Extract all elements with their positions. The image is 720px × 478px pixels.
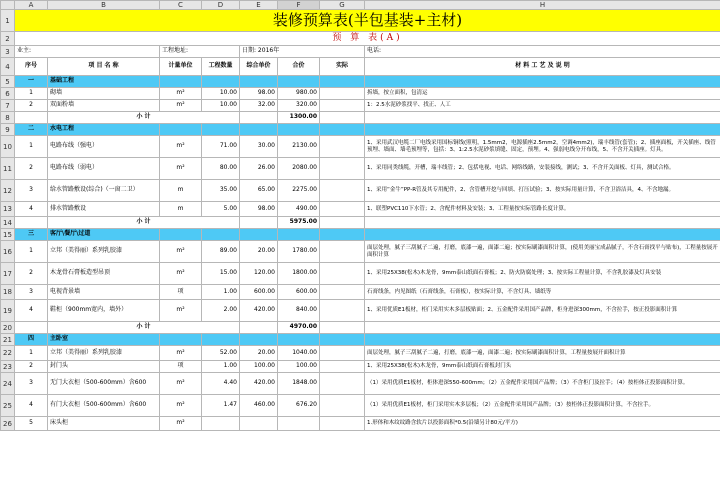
item-name[interactable]: 砌墙 — [48, 88, 160, 100]
section-empty-cell[interactable] — [320, 124, 365, 136]
item-name[interactable]: 双面粉墙 — [48, 100, 160, 112]
table-row — [1, 180, 720, 202]
item-actual[interactable] — [320, 346, 365, 361]
section-seq[interactable]: 二 — [15, 124, 48, 136]
section-empty-cell[interactable] — [240, 124, 278, 136]
item-unit[interactable]: 项 — [160, 285, 202, 300]
item-actual[interactable] — [320, 180, 365, 202]
address-cell[interactable]: 工程地址: — [160, 46, 240, 58]
item-description[interactable]: 1.形体和木纹纹路含软片以投影面积*0.5(沿墙另计80元/平方) — [365, 417, 720, 431]
item-description[interactable]: 1、联塑PVC110下水管；2、含配件材料及安装；3、工程量按实际管路长度计算。 — [365, 202, 720, 217]
item-description[interactable]: 面层处理，腻子三刮腻子二遍，打磨，底漆一遍，面漆二遍；按实际刷漆面积计算，工程量按展开面积计算 — [365, 346, 720, 361]
table-header-row — [1, 58, 720, 76]
subtotal-row — [1, 112, 720, 124]
item-name[interactable]: 有门大衣柜（500-600mm）含600 — [48, 395, 160, 417]
item-qty[interactable]: 10.00 — [202, 88, 240, 100]
item-description[interactable]: 1：2.5水泥砂浆找平、找正、人工 — [365, 100, 720, 112]
empty-cell[interactable] — [365, 322, 720, 334]
header-price[interactable]: 综合单价 — [240, 58, 278, 76]
header-qty[interactable]: 工程数量 — [202, 58, 240, 76]
row-header[interactable]: 1 — [1, 10, 15, 32]
section-empty-cell[interactable] — [202, 229, 240, 241]
item-actual[interactable] — [320, 300, 365, 322]
item-seq[interactable]: 3 — [15, 285, 48, 300]
item-name[interactable]: 木龙骨石膏板造型吊顶 — [48, 263, 160, 285]
section-name[interactable]: 水电工程 — [48, 124, 160, 136]
column-header[interactable]: H — [365, 1, 720, 10]
subtotal-label[interactable]: 小 计 — [48, 112, 240, 124]
item-total[interactable]: 100.00 — [278, 361, 320, 373]
item-total[interactable]: 1040.00 — [278, 346, 320, 361]
item-name[interactable]: 封门头 — [48, 361, 160, 373]
subtotal-amount[interactable]: 5975.00 — [278, 217, 320, 229]
item-actual[interactable] — [320, 285, 365, 300]
section-row — [1, 76, 720, 88]
header-seq[interactable]: 序号 — [15, 58, 48, 76]
item-seq[interactable]: 1 — [15, 346, 48, 361]
row-header[interactable]: 18 — [1, 285, 15, 300]
title-row — [1, 10, 720, 32]
item-unit[interactable]: m² — [160, 241, 202, 263]
section-empty-cell[interactable] — [320, 229, 365, 241]
section-empty-cell[interactable] — [202, 334, 240, 346]
item-unit[interactable]: m² — [160, 136, 202, 158]
item-total[interactable]: 840.00 — [278, 300, 320, 322]
item-description[interactable]: 1、采用25X38(松木)木龙骨，9mm泰山纸面石膏板；2、防火防腐处理；3、按实际工程量计算，不含乳胶漆及灯具安装 — [365, 263, 720, 285]
item-name[interactable]: 电视背景墙 — [48, 285, 160, 300]
item-qty[interactable]: 89.00 — [202, 241, 240, 263]
table-row — [1, 88, 720, 100]
item-unit[interactable]: m² — [160, 300, 202, 322]
subtotal-amount[interactable]: 1300.00 — [278, 112, 320, 124]
item-qty[interactable]: 35.00 — [202, 180, 240, 202]
item-qty[interactable]: 80.00 — [202, 158, 240, 180]
item-price[interactable]: 20.00 — [240, 241, 278, 263]
info-row — [1, 46, 720, 58]
item-price[interactable]: 420.00 — [240, 373, 278, 395]
section-empty-cell[interactable] — [202, 124, 240, 136]
header-name[interactable]: 项 目 名 称 — [48, 58, 160, 76]
item-actual[interactable] — [320, 417, 365, 431]
owner-cell[interactable]: 业主: — [15, 46, 160, 58]
item-qty[interactable]: 10.00 — [202, 100, 240, 112]
subtotal-amount[interactable]: 4970.00 — [278, 322, 320, 334]
row-header[interactable]: 2 — [1, 32, 15, 46]
item-actual[interactable] — [320, 202, 365, 217]
item-total[interactable]: 1780.00 — [278, 241, 320, 263]
table-row — [1, 100, 720, 112]
row-header[interactable]: 14 — [1, 217, 15, 229]
item-total[interactable]: 1800.00 — [278, 263, 320, 285]
item-description[interactable]: 1、采用“金牛”PP-R管及其专用配件，2、含管槽开挖与回填、打压试验；3、按实际用量计算，不含卫浴洁具，4、不含地漏。 — [365, 180, 720, 202]
column-header[interactable]: G — [320, 1, 365, 10]
row-header[interactable]: 21 — [1, 334, 15, 346]
item-price[interactable]: 460.00 — [240, 395, 278, 417]
section-seq[interactable]: 四 — [15, 334, 48, 346]
item-price[interactable]: 100.00 — [240, 361, 278, 373]
row-header[interactable]: 3 — [1, 46, 15, 58]
subtotal-row — [1, 322, 720, 334]
item-seq[interactable]: 2 — [15, 158, 48, 180]
column-header[interactable]: F — [278, 1, 320, 10]
section-empty-cell[interactable] — [240, 76, 278, 88]
empty-cell[interactable] — [240, 322, 278, 334]
header-actual[interactable]: 实际 — [320, 58, 365, 76]
item-actual[interactable] — [320, 241, 365, 263]
item-name[interactable]: 鞋柜（900mm宽内，墙外） — [48, 300, 160, 322]
row-header[interactable]: 22 — [1, 346, 15, 361]
column-header[interactable]: D — [202, 1, 240, 10]
section-row — [1, 124, 720, 136]
table-row — [1, 373, 720, 395]
item-qty[interactable]: 1.00 — [202, 361, 240, 373]
item-total[interactable]: 980.00 — [278, 88, 320, 100]
empty-cell[interactable] — [240, 217, 278, 229]
table-row — [1, 300, 720, 322]
section-empty-cell[interactable] — [160, 229, 202, 241]
item-seq[interactable]: 5 — [15, 417, 48, 431]
item-price[interactable] — [240, 417, 278, 431]
section-empty-cell[interactable] — [278, 334, 320, 346]
item-unit[interactable]: m² — [160, 100, 202, 112]
item-total[interactable]: 1848.00 — [278, 373, 320, 395]
section-empty-cell[interactable] — [365, 124, 720, 136]
row-header[interactable]: 20 — [1, 322, 15, 334]
row-header[interactable]: 25 — [1, 395, 15, 417]
column-header[interactable]: E — [240, 1, 278, 10]
header-desc[interactable]: 材 料 工 艺 及 说 明 — [365, 58, 720, 76]
date-cell[interactable]: 日期: 2016年 — [240, 46, 365, 58]
item-qty[interactable]: 71.00 — [202, 136, 240, 158]
table-row — [1, 395, 720, 417]
item-seq[interactable]: 4 — [15, 202, 48, 217]
item-description[interactable]: 1、采用武汉电缆二厂电线采用国标铜线(照明，1.5mm2，电源插座2.5mm2，空调4mm2)，瑞丰线管(套管)；2、插座面板，开关插座、线管预埋、墙面、墙毛预埋等，包括：3、1:2.5水泥砂浆填缝、固定，预埋。4、强弱电线分开布线，5、不含开关插座。灯具。 — [365, 136, 720, 158]
row-header[interactable]: 15 — [1, 229, 15, 241]
item-actual[interactable] — [320, 373, 365, 395]
item-actual[interactable] — [320, 361, 365, 373]
item-qty[interactable]: 4.40 — [202, 373, 240, 395]
item-qty[interactable]: 1.47 — [202, 395, 240, 417]
item-total[interactable]: 600.00 — [278, 285, 320, 300]
table-row — [1, 202, 720, 217]
item-actual[interactable] — [320, 395, 365, 417]
section-empty-cell[interactable] — [160, 76, 202, 88]
item-description[interactable]: 石膏线条，内见图纸（石膏线条，石膏板），按实际计算，不含灯具、墙纸等 — [365, 285, 720, 300]
table-row — [1, 285, 720, 300]
column-header-row — [1, 1, 720, 10]
item-description[interactable]: （1）采用优质E1板材，柜门采用实木多层板；（2）五金配件采用国产品牌；（3）按柜体正投影面积计算，不含拉手。 — [365, 395, 720, 417]
table-row — [1, 158, 720, 180]
subtitle-row — [1, 32, 720, 46]
item-actual[interactable] — [320, 100, 365, 112]
item-unit[interactable]: m² — [160, 263, 202, 285]
item-actual[interactable] — [320, 136, 365, 158]
row-header[interactable]: 23 — [1, 361, 15, 373]
row-header[interactable]: 4 — [1, 58, 15, 76]
item-qty[interactable] — [202, 417, 240, 431]
column-header[interactable]: B — [48, 1, 160, 10]
item-name[interactable]: 立邦（美得丽）系列乳胶漆 — [48, 346, 160, 361]
item-name[interactable]: 无门大衣柜（500-600mm）含600 — [48, 373, 160, 395]
section-seq[interactable]: 一 — [15, 76, 48, 88]
item-total[interactable]: 2080.00 — [278, 158, 320, 180]
row-header[interactable]: 26 — [1, 417, 15, 431]
header-total[interactable]: 合价 — [278, 58, 320, 76]
table-row — [1, 241, 720, 263]
item-unit[interactable]: m² — [160, 395, 202, 417]
item-name[interactable]: 立邦（美得丽）系列乳胶漆 — [48, 241, 160, 263]
item-price[interactable]: 30.00 — [240, 136, 278, 158]
item-unit[interactable]: m² — [160, 373, 202, 395]
section-empty-cell[interactable] — [278, 229, 320, 241]
item-unit[interactable]: m² — [160, 417, 202, 431]
section-empty-cell[interactable] — [278, 124, 320, 136]
item-name[interactable]: 床头柜 — [48, 417, 160, 431]
item-price[interactable]: 65.00 — [240, 180, 278, 202]
empty-cell[interactable] — [320, 112, 365, 124]
empty-cell[interactable] — [240, 112, 278, 124]
item-description[interactable]: （1）采用优质E1板材，柜体进深550-600mm；（2）五金配件采用国产品牌；（3）不含柜门及拉手；（4）按柜体正投影面积计算。 — [365, 373, 720, 395]
phone-cell[interactable]: 电话: — [365, 46, 720, 58]
table-row — [1, 417, 720, 431]
item-seq[interactable]: 4 — [15, 300, 48, 322]
item-total[interactable]: 320.00 — [278, 100, 320, 112]
column-header[interactable]: C — [160, 1, 202, 10]
empty-cell[interactable] — [15, 112, 48, 124]
item-seq[interactable]: 3 — [15, 180, 48, 202]
section-empty-cell[interactable] — [240, 229, 278, 241]
row-header[interactable]: 16 — [1, 241, 15, 263]
item-qty[interactable]: 52.00 — [202, 346, 240, 361]
row-header[interactable]: 12 — [1, 180, 15, 202]
empty-cell[interactable] — [365, 112, 720, 124]
item-unit[interactable]: m — [160, 180, 202, 202]
row-header[interactable]: 19 — [1, 300, 15, 322]
section-empty-cell[interactable] — [365, 334, 720, 346]
item-seq[interactable]: 2 — [15, 263, 48, 285]
item-total[interactable]: 2130.00 — [278, 136, 320, 158]
table-row — [1, 136, 720, 158]
item-name[interactable]: 电路布线（强电） — [48, 136, 160, 158]
item-price[interactable]: 98.00 — [240, 202, 278, 217]
section-seq[interactable]: 三 — [15, 229, 48, 241]
section-empty-cell[interactable] — [160, 334, 202, 346]
row-header[interactable]: 6 — [1, 88, 15, 100]
row-header[interactable]: 17 — [1, 263, 15, 285]
item-unit[interactable]: m — [160, 202, 202, 217]
table-row — [1, 346, 720, 361]
empty-cell[interactable] — [365, 217, 720, 229]
item-description[interactable]: 拆墙，按立面积，包清运 — [365, 88, 720, 100]
section-name[interactable]: 基础工程 — [48, 76, 160, 88]
row-header[interactable]: 11 — [1, 158, 15, 180]
item-unit[interactable]: m² — [160, 158, 202, 180]
item-seq[interactable]: 2 — [15, 361, 48, 373]
item-seq[interactable]: 1 — [15, 241, 48, 263]
empty-cell[interactable] — [320, 322, 365, 334]
item-unit[interactable]: m² — [160, 346, 202, 361]
empty-cell[interactable] — [15, 217, 48, 229]
section-empty-cell[interactable] — [365, 76, 720, 88]
item-price[interactable]: 26.00 — [240, 158, 278, 180]
item-unit[interactable]: m² — [160, 88, 202, 100]
empty-cell[interactable] — [15, 322, 48, 334]
section-row — [1, 334, 720, 346]
item-price[interactable]: 420.00 — [240, 300, 278, 322]
item-description[interactable]: 1、采用同类线缆，开槽，瑞丰线管；2、包括电视、电话、网络线路，安装接线，测试；3、不含开关面板、灯具，测试合格。 — [365, 158, 720, 180]
item-total[interactable]: 676.20 — [278, 395, 320, 417]
item-price[interactable]: 32.00 — [240, 100, 278, 112]
select-all-corner[interactable] — [1, 1, 15, 10]
item-qty[interactable]: 2.00 — [202, 300, 240, 322]
item-description[interactable]: 1、采用优质E1板材，柜门采用实木多层板贴面；2、五金配件采用国产品牌，柜身进深300mm，不含拉手，按正投影面积计算 — [365, 300, 720, 322]
sheet-title[interactable]: 装修预算表(半包基装+主材) — [15, 10, 720, 32]
item-total[interactable] — [278, 417, 320, 431]
row-header[interactable]: 10 — [1, 136, 15, 158]
empty-cell[interactable] — [320, 217, 365, 229]
item-price[interactable]: 120.00 — [240, 263, 278, 285]
subtotal-row — [1, 217, 720, 229]
item-name[interactable]: 电路布线（弱电） — [48, 158, 160, 180]
section-name[interactable]: 客厅\餐厅\过道 — [48, 229, 160, 241]
item-qty[interactable]: 15.00 — [202, 263, 240, 285]
item-description[interactable]: 1、采用25X38(松木)木龙骨，9mm泰山纸面石膏板封门头 — [365, 361, 720, 373]
item-total[interactable]: 2275.00 — [278, 180, 320, 202]
item-actual[interactable] — [320, 158, 365, 180]
row-header[interactable]: 8 — [1, 112, 15, 124]
section-empty-cell[interactable] — [278, 76, 320, 88]
section-row — [1, 229, 720, 241]
section-name[interactable]: 主卧室 — [48, 334, 160, 346]
section-empty-cell[interactable] — [202, 76, 240, 88]
header-unit[interactable]: 计量单位 — [160, 58, 202, 76]
row-header[interactable]: 5 — [1, 76, 15, 88]
item-description[interactable]: 面层处理，腻子三刮腻子二遍，打磨，底漆一遍，面漆二遍；按实际刷漆面积计算，(使用美丽宝成品腻子，不含石膏找平与贴布)，工程量按展开面积计算 — [365, 241, 720, 263]
item-actual[interactable] — [320, 88, 365, 100]
item-unit[interactable]: 项 — [160, 361, 202, 373]
section-empty-cell[interactable] — [365, 229, 720, 241]
item-price[interactable]: 600.00 — [240, 285, 278, 300]
item-name[interactable]: 给水管路敷设(综合)（一窗二卫） — [48, 180, 160, 202]
table-row — [1, 361, 720, 373]
item-qty[interactable]: 1.00 — [202, 285, 240, 300]
item-seq[interactable]: 4 — [15, 395, 48, 417]
item-price[interactable]: 98.00 — [240, 88, 278, 100]
section-empty-cell[interactable] — [320, 334, 365, 346]
column-header[interactable]: A — [15, 1, 48, 10]
item-actual[interactable] — [320, 263, 365, 285]
item-qty[interactable]: 5.00 — [202, 202, 240, 217]
row-header[interactable]: 7 — [1, 100, 15, 112]
item-seq[interactable]: 1 — [15, 136, 48, 158]
section-empty-cell[interactable] — [240, 334, 278, 346]
row-header[interactable]: 9 — [1, 124, 15, 136]
subtotal-label[interactable]: 小 计 — [48, 217, 240, 229]
table-row — [1, 263, 720, 285]
row-header[interactable]: 13 — [1, 202, 15, 217]
section-empty-cell[interactable] — [160, 124, 202, 136]
item-total[interactable]: 490.00 — [278, 202, 320, 217]
item-name[interactable]: 排水管路敷设 — [48, 202, 160, 217]
item-price[interactable]: 20.00 — [240, 346, 278, 361]
item-seq[interactable]: 1 — [15, 88, 48, 100]
item-seq[interactable]: 2 — [15, 100, 48, 112]
budget-subtitle[interactable]: 预 算 表(A) — [15, 32, 720, 46]
item-seq[interactable]: 3 — [15, 373, 48, 395]
row-header[interactable]: 24 — [1, 373, 15, 395]
section-empty-cell[interactable] — [320, 76, 365, 88]
subtotal-label[interactable]: 小 计 — [48, 322, 240, 334]
